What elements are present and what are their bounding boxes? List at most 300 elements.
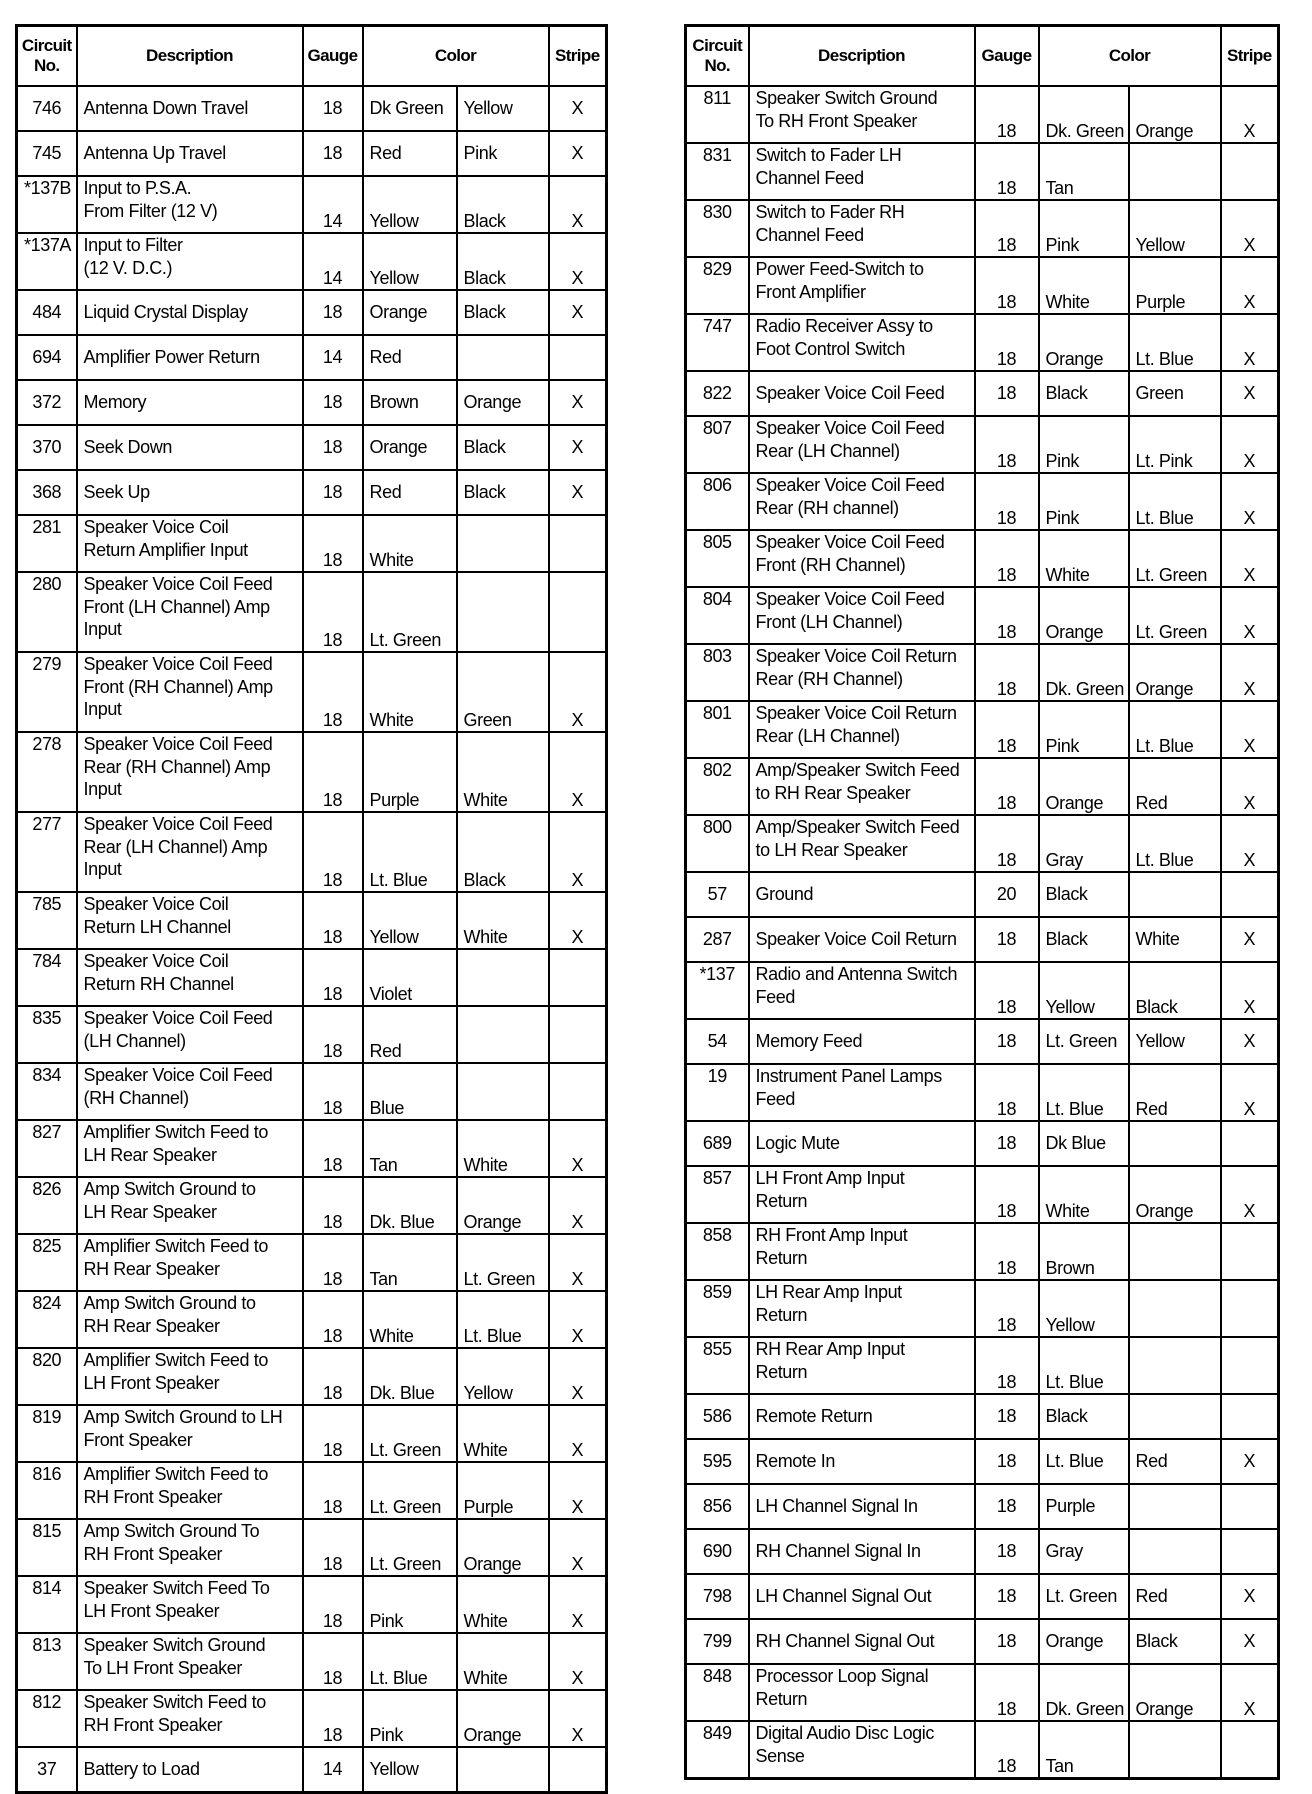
circuit-number: 801 [686, 701, 749, 758]
circuit-number: 277 [17, 812, 77, 892]
wire-color: Brown [363, 380, 457, 425]
description-cell [749, 200, 975, 257]
description-line: Feed [755, 1088, 795, 1109]
table-row [686, 1619, 1279, 1664]
wire-color: Yellow [363, 1747, 457, 1793]
stripe-mark: X [549, 652, 607, 732]
wire-color: Red [363, 470, 457, 515]
description-line: Memory Feed [755, 1031, 863, 1052]
header-gauge: Gauge [303, 26, 363, 87]
wire-color: Dk. Green [1039, 1664, 1129, 1721]
circuit-number: 813 [17, 1633, 77, 1690]
wire-color: Yellow [363, 233, 457, 290]
description-cell [77, 380, 303, 425]
description-cell [77, 812, 303, 892]
circuit-number: 805 [686, 530, 749, 587]
stripe-color [457, 572, 549, 652]
description-line: Remote In [755, 1451, 835, 1472]
description-line: to RH Rear Speaker [755, 782, 911, 803]
circuit-number: 280 [17, 572, 77, 652]
table-row [17, 1519, 607, 1576]
table-row [17, 1348, 607, 1405]
description-line: LH Rear Amp Input [755, 1282, 902, 1302]
circuit-number: 827 [17, 1120, 77, 1177]
stripe-mark: X [1221, 530, 1279, 587]
stripe-color: Orange [457, 1177, 549, 1234]
table-row [17, 1120, 607, 1177]
description-cell [77, 1633, 303, 1690]
circuit-number: 799 [686, 1619, 749, 1664]
description-cell [749, 1223, 975, 1280]
description-cell [749, 644, 975, 701]
description-line: Amp Switch Ground to [83, 1293, 256, 1313]
table-row [17, 515, 607, 572]
gauge: 18 [303, 1120, 363, 1177]
circuit-number: 690 [686, 1529, 749, 1574]
stripe-color: Black [1129, 1619, 1221, 1664]
table-row [17, 380, 607, 425]
gauge: 14 [303, 176, 363, 233]
description-line: Speaker Voice Coil [83, 894, 229, 914]
table-row [17, 1462, 607, 1519]
gauge: 18 [303, 892, 363, 949]
gauge: 18 [975, 530, 1039, 587]
stripe-color: Lt. Blue [1129, 314, 1221, 371]
gauge: 18 [303, 732, 363, 812]
gauge: 18 [975, 143, 1039, 200]
description-line: (RH Channel) [83, 1087, 189, 1108]
stripe-color [457, 1747, 549, 1793]
circuit-table-right [684, 24, 1280, 1780]
description-line: Speaker Voice Coil Feed [83, 814, 273, 834]
description-line: Return Amplifier Input [83, 539, 248, 560]
stripe-mark [549, 1747, 607, 1793]
description-line: RH Channel Signal Out [755, 1631, 935, 1652]
gauge: 18 [303, 1234, 363, 1291]
description-cell [77, 1462, 303, 1519]
wire-color: Lt. Green [363, 1405, 457, 1462]
stripe-mark [1221, 1280, 1279, 1337]
description-cell [77, 290, 303, 335]
table-row [17, 1234, 607, 1291]
description-cell [749, 701, 975, 758]
table-row [686, 1337, 1279, 1394]
description-cell [749, 1394, 975, 1439]
gauge: 18 [975, 473, 1039, 530]
description-cell [77, 176, 303, 233]
description-line: RH Rear Amp Input [755, 1339, 905, 1359]
stripe-mark [549, 515, 607, 572]
stripe-mark: X [549, 176, 607, 233]
wire-color: Red [363, 131, 457, 176]
description-cell [749, 917, 975, 962]
description-line: Channel Feed [755, 224, 864, 245]
stripe-mark: X [549, 1234, 607, 1291]
description-line: Input to P.S.A. [83, 178, 192, 198]
circuit-number: 278 [17, 732, 77, 812]
stripe-mark [1221, 1529, 1279, 1574]
table-row [686, 416, 1279, 473]
stripe-color [1129, 1223, 1221, 1280]
stripe-mark: X [549, 1291, 607, 1348]
wire-color: Black [1039, 872, 1129, 917]
description-cell [749, 1721, 975, 1779]
circuit-number: 37 [17, 1747, 77, 1793]
circuit-number: *137A [17, 233, 77, 290]
gauge: 18 [303, 1519, 363, 1576]
wire-color: Orange [1039, 587, 1129, 644]
stripe-mark: X [1221, 587, 1279, 644]
circuit-number: 54 [686, 1019, 749, 1064]
stripe-color: Orange [457, 1519, 549, 1576]
table-row [17, 86, 607, 131]
circuit-number: 824 [17, 1291, 77, 1348]
circuit-number: 829 [686, 257, 749, 314]
wire-color: White [1039, 530, 1129, 587]
gauge: 18 [975, 257, 1039, 314]
stripe-mark: X [1221, 701, 1279, 758]
gauge: 18 [303, 1006, 363, 1063]
gauge: 18 [975, 86, 1039, 143]
stripe-color: Lt. Green [1129, 530, 1221, 587]
description-cell [749, 815, 975, 872]
description-line: Front (RH Channel) [755, 554, 906, 575]
stripe-mark: X [549, 812, 607, 892]
wire-color: Purple [363, 732, 457, 812]
stripe-color [1129, 1721, 1221, 1779]
stripe-color: Red [1129, 1439, 1221, 1484]
stripe-color [457, 515, 549, 572]
circuit-number: 859 [686, 1280, 749, 1337]
stripe-mark: X [1221, 815, 1279, 872]
gauge: 18 [975, 1721, 1039, 1779]
table-row [686, 587, 1279, 644]
stripe-mark: X [549, 892, 607, 949]
circuit-number: *137B [17, 176, 77, 233]
stripe-color: Orange [1129, 1664, 1221, 1721]
gauge: 18 [975, 1223, 1039, 1280]
description-line: RH Channel Signal In [755, 1541, 921, 1562]
description-cell [77, 1348, 303, 1405]
description-line: Rear (LH Channel) Amp [83, 836, 268, 857]
description-line: Liquid Crystal Display [83, 302, 248, 323]
description-cell [749, 1019, 975, 1064]
circuit-number: 281 [17, 515, 77, 572]
description-cell [749, 1121, 975, 1166]
stripe-color [457, 335, 549, 380]
gauge: 18 [303, 380, 363, 425]
gauge: 18 [975, 701, 1039, 758]
wire-color: White [363, 1291, 457, 1348]
table-row [17, 1405, 607, 1462]
stripe-mark: X [1221, 1166, 1279, 1223]
stripe-color: Pink [457, 131, 549, 176]
gauge: 18 [303, 1690, 363, 1747]
table-row [17, 1006, 607, 1063]
stripe-color: Yellow [1129, 1019, 1221, 1064]
description-cell [749, 416, 975, 473]
description-cell [749, 1280, 975, 1337]
description-line: LH Rear Speaker [83, 1201, 217, 1222]
description-line: Amplifier Switch Feed to [83, 1464, 268, 1484]
circuit-number: 816 [17, 1462, 77, 1519]
wire-color: Pink [1039, 473, 1129, 530]
circuit-number: 803 [686, 644, 749, 701]
wire-color: Tan [1039, 143, 1129, 200]
circuit-number: 785 [17, 892, 77, 949]
gauge: 18 [303, 1291, 363, 1348]
table-row [17, 1576, 607, 1633]
table-row [686, 1574, 1279, 1619]
stripe-color: Green [457, 652, 549, 732]
table-row [686, 530, 1279, 587]
description-line: Amp/Speaker Switch Feed [755, 760, 960, 780]
wire-color: Lt. Blue [1039, 1439, 1129, 1484]
stripe-color: Red [1129, 1574, 1221, 1619]
description-line: Remote Return [755, 1406, 873, 1427]
header-description: Description [749, 26, 975, 87]
description-line: Speaker Voice Coil Return [755, 929, 957, 950]
circuit-number: 849 [686, 1721, 749, 1779]
stripe-color [1129, 1529, 1221, 1574]
description-cell [749, 1484, 975, 1529]
circuit-number: 812 [17, 1690, 77, 1747]
gauge: 18 [303, 572, 363, 652]
stripe-mark: X [549, 425, 607, 470]
description-cell [77, 892, 303, 949]
description-cell [77, 1519, 303, 1576]
description-line: LH Channel Signal Out [755, 1586, 932, 1607]
stripe-mark [1221, 1394, 1279, 1439]
description-line: From Filter (12 V) [83, 200, 218, 221]
wire-color: White [1039, 257, 1129, 314]
stripe-color: Black [457, 470, 549, 515]
wire-color: Pink [363, 1576, 457, 1633]
gauge: 18 [975, 314, 1039, 371]
table-row [686, 917, 1279, 962]
description-line: Return LH Channel [83, 916, 231, 937]
description-cell [749, 371, 975, 416]
description-line: LH Front Speaker [83, 1600, 220, 1621]
wire-color: Pink [1039, 200, 1129, 257]
description-cell [749, 1529, 975, 1574]
description-line: Speaker Voice Coil Feed [83, 734, 273, 754]
stripe-mark: X [1221, 200, 1279, 257]
description-line: RH Front Speaker [83, 1543, 223, 1564]
circuit-number: 745 [17, 131, 77, 176]
description-cell [77, 572, 303, 652]
gauge: 18 [975, 1121, 1039, 1166]
wire-color: Orange [1039, 758, 1129, 815]
circuit-number: 814 [17, 1576, 77, 1633]
circuit-number: 804 [686, 587, 749, 644]
stripe-color: White [457, 1633, 549, 1690]
stripe-mark: X [549, 1348, 607, 1405]
gauge: 18 [975, 917, 1039, 962]
description-cell [749, 1064, 975, 1121]
description-line: Sense [755, 1745, 805, 1766]
table-row [17, 335, 607, 380]
stripe-color [1129, 872, 1221, 917]
circuit-number: 830 [686, 200, 749, 257]
stripe-color: White [1129, 917, 1221, 962]
table-row [686, 1223, 1279, 1280]
stripe-mark [549, 1006, 607, 1063]
table-row [17, 425, 607, 470]
stripe-mark: X [549, 1690, 607, 1747]
stripe-mark [1221, 143, 1279, 200]
description-line: Speaker Voice Coil Feed [755, 532, 945, 552]
description-cell [749, 1337, 975, 1394]
description-line: Return [755, 1688, 808, 1709]
circuit-number: 856 [686, 1484, 749, 1529]
description-line: Battery to Load [83, 1759, 200, 1780]
wire-color: Dk Blue [1039, 1121, 1129, 1166]
gauge: 18 [303, 1405, 363, 1462]
circuit-number: 855 [686, 1337, 749, 1394]
wire-color: Gray [1039, 815, 1129, 872]
gauge: 14 [303, 1747, 363, 1793]
stripe-color [1129, 1280, 1221, 1337]
description-cell [77, 233, 303, 290]
wire-color: Pink [1039, 701, 1129, 758]
wire-color: Yellow [1039, 1280, 1129, 1337]
description-line: Antenna Up Travel [83, 143, 226, 164]
description-cell [77, 1405, 303, 1462]
gauge: 20 [975, 872, 1039, 917]
header-stripe: Stripe [1221, 26, 1279, 87]
stripe-color: Yellow [1129, 200, 1221, 257]
circuit-number: 819 [17, 1405, 77, 1462]
stripe-mark: X [549, 1120, 607, 1177]
gauge: 18 [303, 812, 363, 892]
circuit-number: 586 [686, 1394, 749, 1439]
stripe-mark: X [1221, 917, 1279, 962]
description-cell [749, 473, 975, 530]
table-row [686, 1394, 1279, 1439]
gauge: 18 [975, 587, 1039, 644]
wire-color: Lt. Blue [363, 812, 457, 892]
stripe-color: Black [457, 812, 549, 892]
gauge: 18 [303, 1063, 363, 1120]
stripe-color: Orange [1129, 1166, 1221, 1223]
table-row [17, 176, 607, 233]
circuit-number: 807 [686, 416, 749, 473]
description-line: Speaker Voice Coil Feed [755, 475, 945, 495]
description-line: to LH Rear Speaker [755, 839, 908, 860]
description-line: Speaker Voice Coil Feed [755, 418, 945, 438]
wire-color: Lt. Blue [1039, 1337, 1129, 1394]
stripe-mark [1221, 1721, 1279, 1779]
stripe-color: Yellow [457, 86, 549, 131]
stripe-mark: X [1221, 371, 1279, 416]
circuit-number: 370 [17, 425, 77, 470]
description-cell [77, 652, 303, 732]
description-line: Speaker Voice Coil [83, 517, 229, 537]
description-line: Return [755, 1190, 808, 1211]
gauge: 14 [303, 335, 363, 380]
header-color: Color [363, 26, 549, 87]
table-row [686, 473, 1279, 530]
table-row [17, 1633, 607, 1690]
stripe-color [1129, 1394, 1221, 1439]
wire-color: White [1039, 1166, 1129, 1223]
description-line: Digital Audio Disc Logic [755, 1723, 934, 1743]
description-line: Return RH Channel [83, 973, 234, 994]
table-row [17, 572, 607, 652]
header-color: Color [1039, 26, 1221, 87]
header-stripe: Stripe [549, 26, 607, 87]
description-line: Channel Feed [755, 167, 864, 188]
gauge: 18 [303, 1633, 363, 1690]
description-line: Front (RH Channel) Amp [83, 676, 273, 697]
description-line: Speaker Voice Coil Return [755, 703, 957, 723]
table-row [686, 962, 1279, 1019]
gauge: 18 [975, 1619, 1039, 1664]
stripe-mark: X [1221, 257, 1279, 314]
stripe-color: Lt. Blue [457, 1291, 549, 1348]
stripe-mark: X [1221, 416, 1279, 473]
stripe-color [457, 1063, 549, 1120]
gauge: 18 [975, 1439, 1039, 1484]
table-row [686, 371, 1279, 416]
stripe-mark: X [1221, 314, 1279, 371]
description-line: Ground [755, 884, 814, 905]
description-line: Speaker Switch Ground [83, 1635, 266, 1655]
stripe-mark [1221, 872, 1279, 917]
header-description: Description [77, 26, 303, 87]
table-row [686, 1166, 1279, 1223]
wire-color: Pink [363, 1690, 457, 1747]
circuit-number: 835 [17, 1006, 77, 1063]
description-cell [77, 1006, 303, 1063]
description-line: Return [755, 1361, 808, 1382]
circuit-number: 800 [686, 815, 749, 872]
description-line: Front (LH Channel) Amp [83, 596, 270, 617]
circuit-number: 689 [686, 1121, 749, 1166]
description-cell [77, 425, 303, 470]
gauge: 18 [303, 86, 363, 131]
header-row [17, 26, 607, 87]
description-line: Switch to Fader RH [755, 202, 905, 222]
table-row [686, 314, 1279, 371]
stripe-color: Black [457, 176, 549, 233]
gauge: 18 [975, 815, 1039, 872]
stripe-mark: X [1221, 1064, 1279, 1121]
table-row [686, 815, 1279, 872]
stripe-color: Lt. Blue [1129, 473, 1221, 530]
wire-color: Red [363, 1006, 457, 1063]
circuit-number: 287 [686, 917, 749, 962]
header-circuit-no: Circuit No. [686, 26, 749, 87]
gauge: 18 [303, 949, 363, 1006]
stripe-color [1129, 1484, 1221, 1529]
table-row [17, 290, 607, 335]
description-line: Foot Control Switch [755, 338, 905, 359]
description-line: RH Rear Speaker [83, 1315, 220, 1336]
wire-color: Yellow [363, 176, 457, 233]
stripe-mark [1221, 1484, 1279, 1529]
stripe-color: Red [1129, 1064, 1221, 1121]
description-cell [77, 1120, 303, 1177]
table-row [686, 143, 1279, 200]
stripe-color: White [457, 1405, 549, 1462]
description-line: RH Front Speaker [83, 1714, 223, 1735]
description-cell [77, 732, 303, 812]
wire-color: Lt. Green [363, 1462, 457, 1519]
stripe-color: Orange [1129, 644, 1221, 701]
circuit-number: 806 [686, 473, 749, 530]
